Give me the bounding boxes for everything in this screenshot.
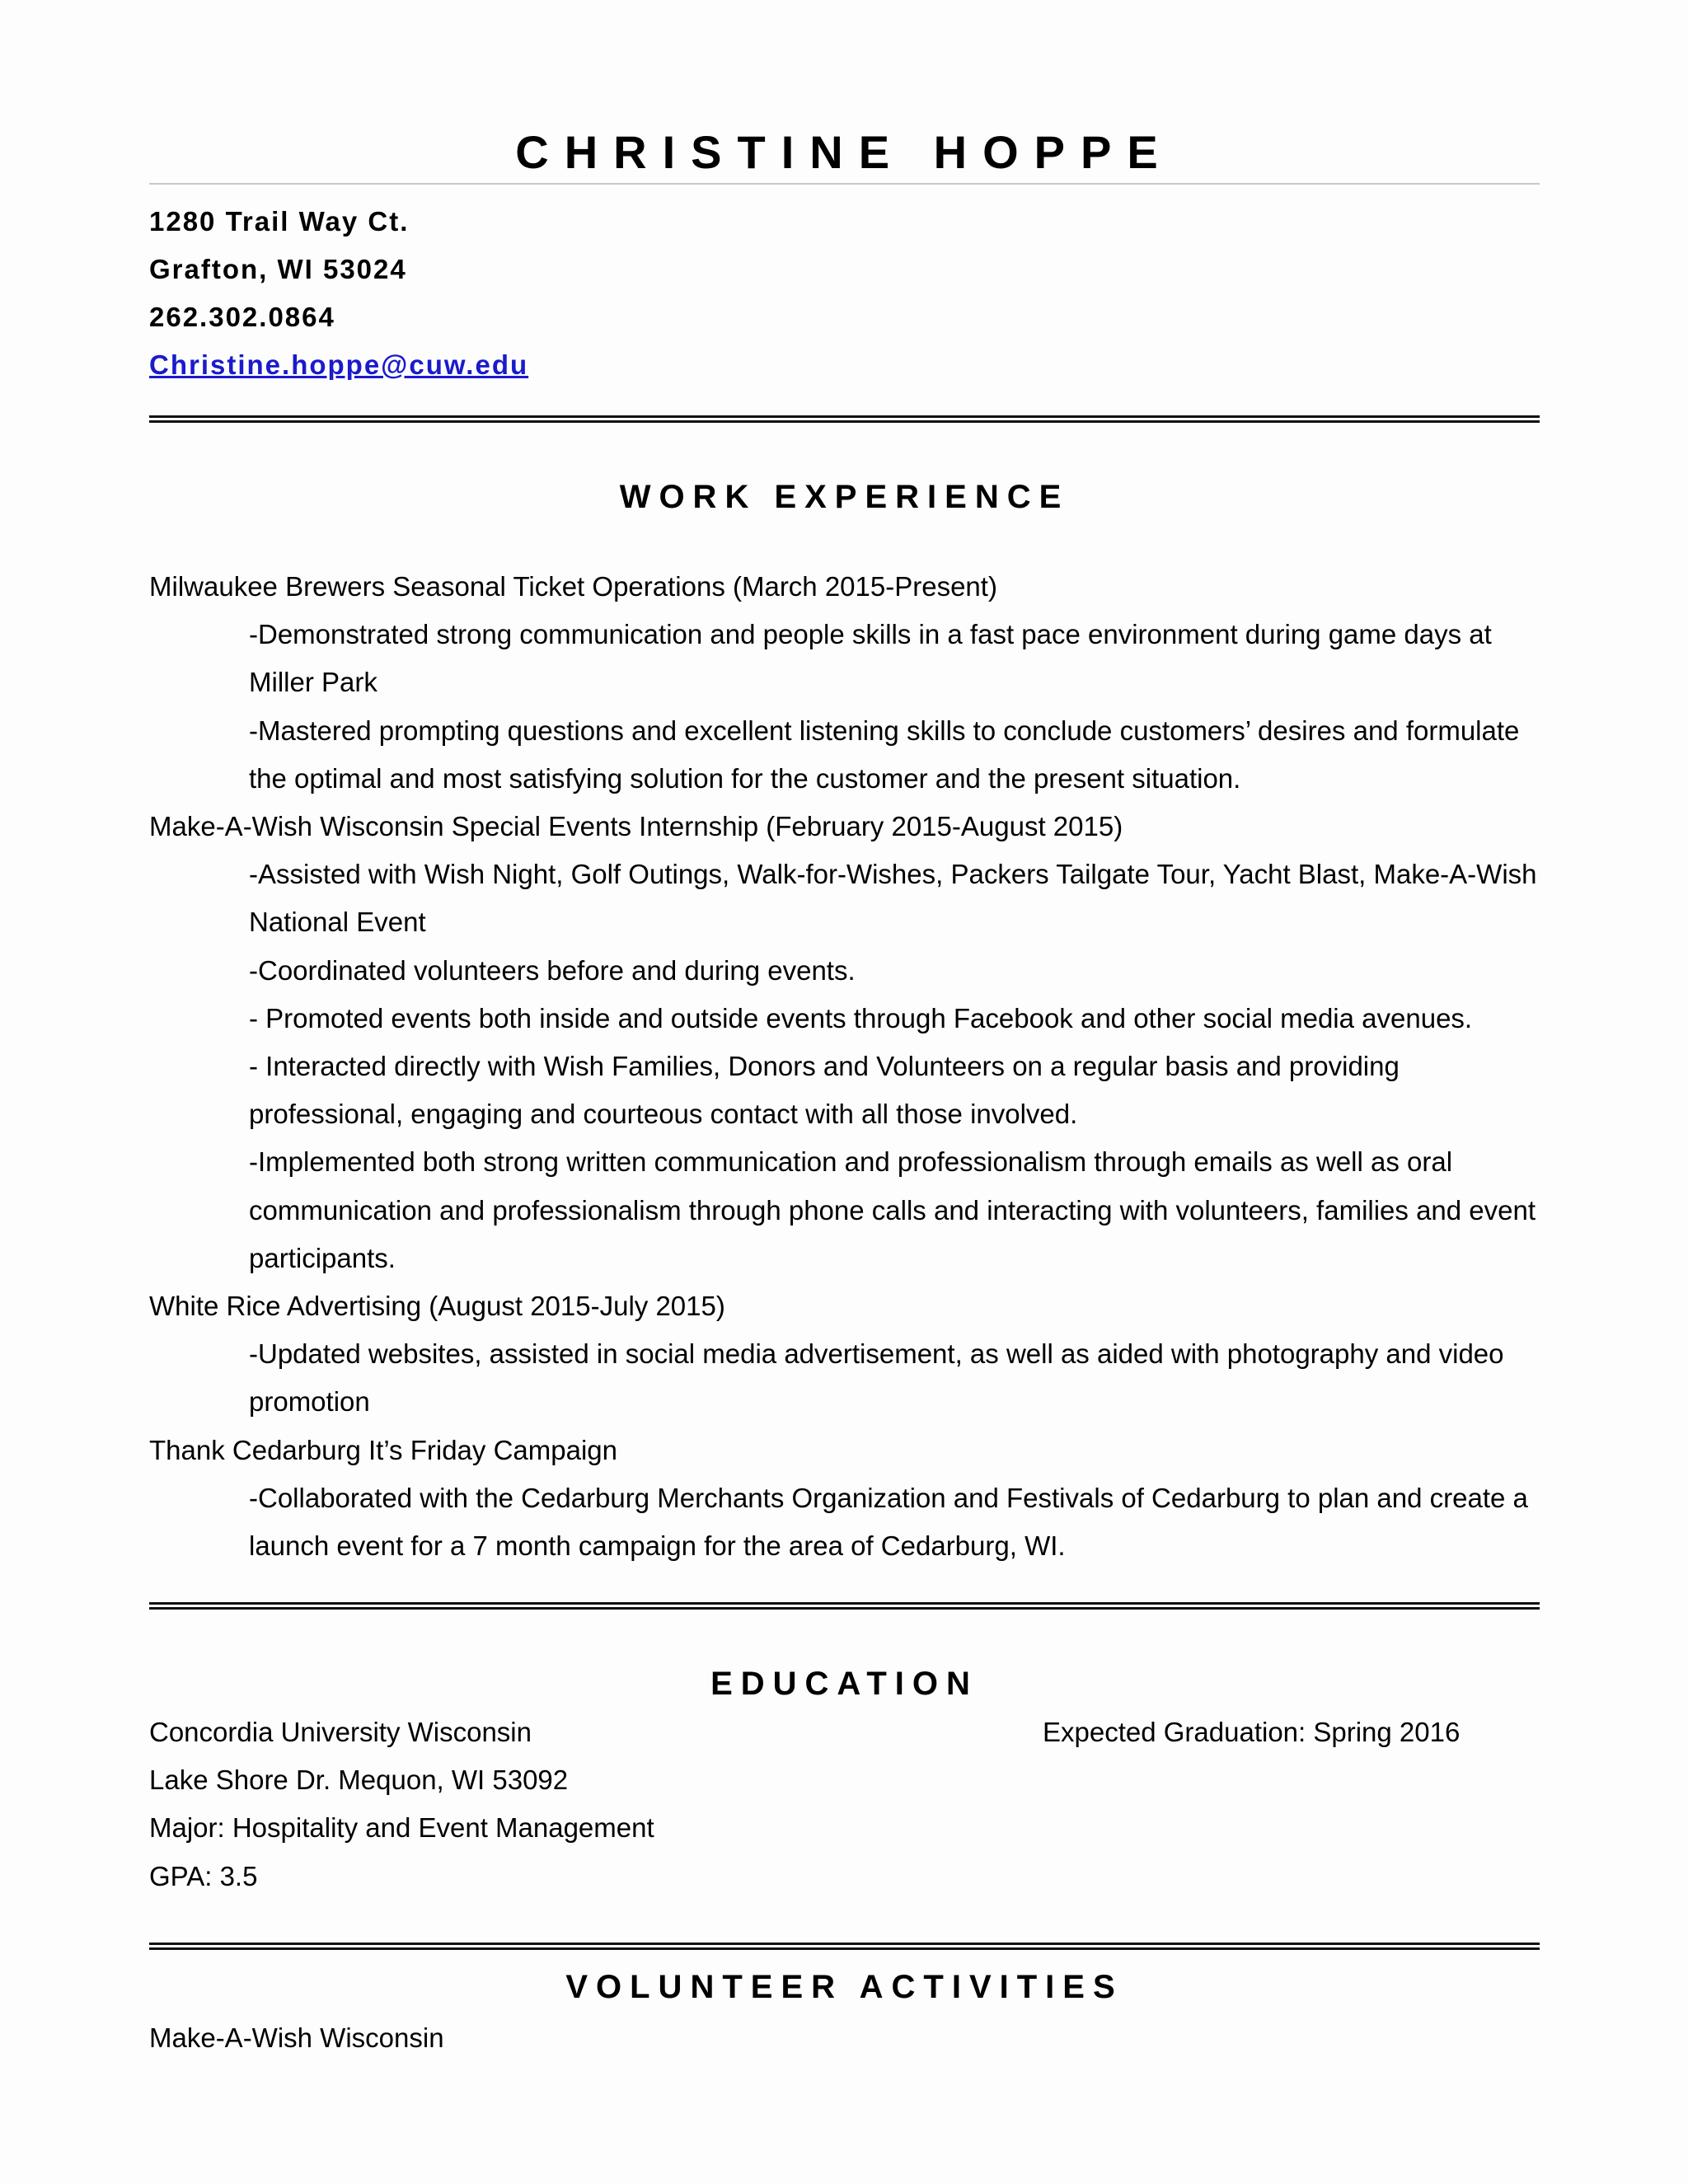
section-divider	[149, 415, 1540, 423]
gpa: GPA: 3.5	[149, 1860, 258, 1891]
contact-block	[149, 198, 528, 389]
job-title: Thank Cedarburg It’s Friday Campaign	[149, 1434, 617, 1465]
job-title: White Rice Advertising (August 2015-July 2015)	[149, 1291, 725, 1322]
email-link[interactable]: Christine.hoppe@cuw.edu	[149, 349, 529, 380]
job-detail: -Assisted with Wish Night, Golf Outings, Walk-for-Wishes, Packers Tailgate Tour, Yacht Blast, Make-A-Wish National Event	[249, 859, 1537, 938]
job-detail: -Updated websites, assisted in social media advertisement, as well as aided with photography and video promotion	[249, 1338, 1504, 1418]
education-heading: EDUCATION	[710, 1666, 978, 1702]
job-detail: -Mastered prompting questions and excellent listening skills to conclude customers’ desires and formulate the optimal and most satisfying solution for the customer and the present situation.	[249, 715, 1520, 794]
section-divider	[149, 1943, 1540, 1950]
section-divider	[149, 1602, 1540, 1610]
volunteer-heading: VOLUNTEER ACTIVITIES	[565, 1969, 1123, 2005]
phone-number: 262.302.0864	[149, 302, 335, 332]
job-title: Milwaukee Brewers Seasonal Ticket Operations (March 2015-Present)	[149, 571, 997, 602]
job-detail: -Implemented both strong written communication and professionalism through emails as well as oral communication and professionalism through phone calls and interacting with volunteers, families and event participants.	[249, 1146, 1536, 1273]
school-name: Concordia University Wisconsin	[149, 1717, 532, 1747]
job-title: Make-A-Wish Wisconsin Special Events Internship (February 2015-August 2015)	[149, 811, 1123, 842]
job-detail: -Demonstrated strong communication and people skills in a fast pace environment during game days at Miller Park	[249, 619, 1492, 698]
job-detail: -Collaborated with the Cedarburg Merchants Organization and Festivals of Cedarburg to plan and create a launch event for a 7 month campaign for the area of Cedarburg, WI.	[249, 1482, 1528, 1562]
volunteer-section	[149, 2014, 444, 2062]
candidate-name: CHRISTINE HOPPE	[515, 126, 1174, 178]
school-address: Lake Shore Dr. Mequon, WI 53092	[149, 1765, 569, 1796]
name-divider	[149, 183, 1540, 185]
address-line-2: Grafton, WI 53024	[149, 254, 407, 284]
graduation-date: Expected Graduation: Spring 2016	[1043, 1717, 1461, 1747]
job-detail: - Promoted events both inside and outside events through Facebook and other social media avenues.	[249, 1002, 1473, 1033]
work-experience-heading: WORK EXPERIENCE	[619, 479, 1070, 515]
address-line-1: 1280 Trail Way Ct.	[149, 206, 410, 237]
major: Major: Hospitality and Event Management	[149, 1812, 654, 1844]
job-detail: -Coordinated volunteers before and during events.	[249, 954, 856, 986]
work-experience-section	[149, 563, 1542, 1570]
job-detail: - Interacted directly with Wish Families, Donors and Volunteers on a regular basis and providing professional, engaging and courteous contact with all those involved.	[249, 1051, 1400, 1130]
volunteer-item: Make-A-Wish Wisconsin	[149, 2022, 444, 2053]
